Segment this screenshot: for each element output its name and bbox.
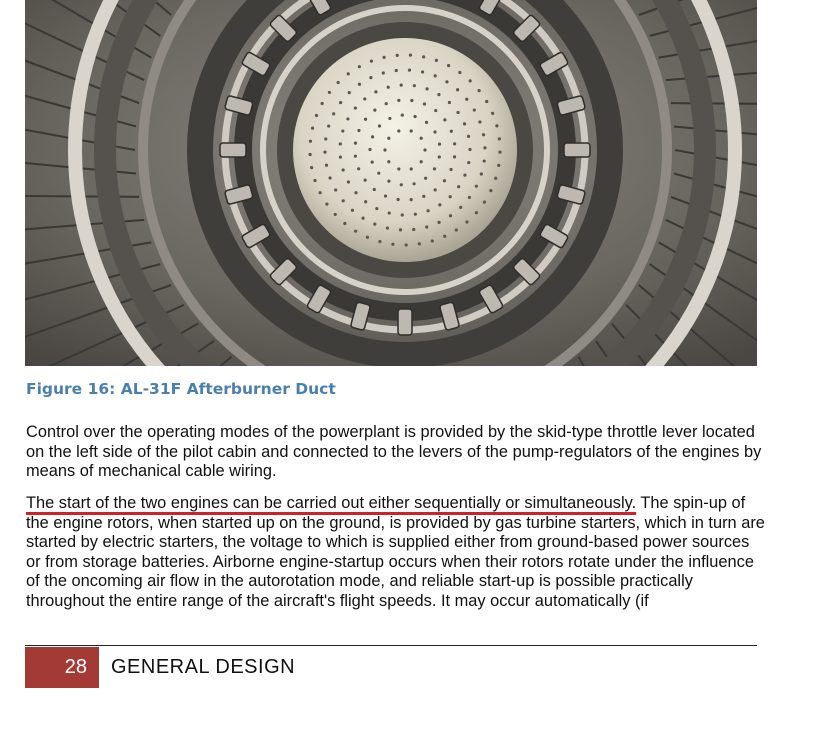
afterburner-duct-photo: [25, 0, 757, 366]
page-number: 28: [25, 647, 99, 688]
footer-divider: [25, 645, 757, 646]
paragraph-operating-modes: Control over the operating modes of the powerplant is provided by the skid-type throttle lever located on the left side of the pilot cabin and connected to the levers of the pump-regulators of the engines by means of mechanical cable wiring.: [26, 423, 762, 481]
figure-caption: Figure 16: AL-31F Afterburner Duct: [26, 380, 336, 398]
paragraph-engine-start: [26, 494, 766, 612]
highlighted-sentence: The start of the two engines can be carried out either sequentially or simultaneously.: [26, 494, 637, 512]
paragraph-continuation: The spin-up of the engine rotors, when started up on the ground, is provided by gas turbine starters, which in turn are started by electric starters, the voltage to which is supplied either from ground-based power sources or from storage batteries. Airborne engine-startup occurs when their rotors rotate under the influence of the oncoming air flow in the autorotation mode, and reliable start-up is possible practically throughout the entire range of the aircraft's flight speeds. It may occur automatically (if: [26, 494, 765, 610]
section-title: GENERAL DESIGN: [111, 656, 296, 678]
